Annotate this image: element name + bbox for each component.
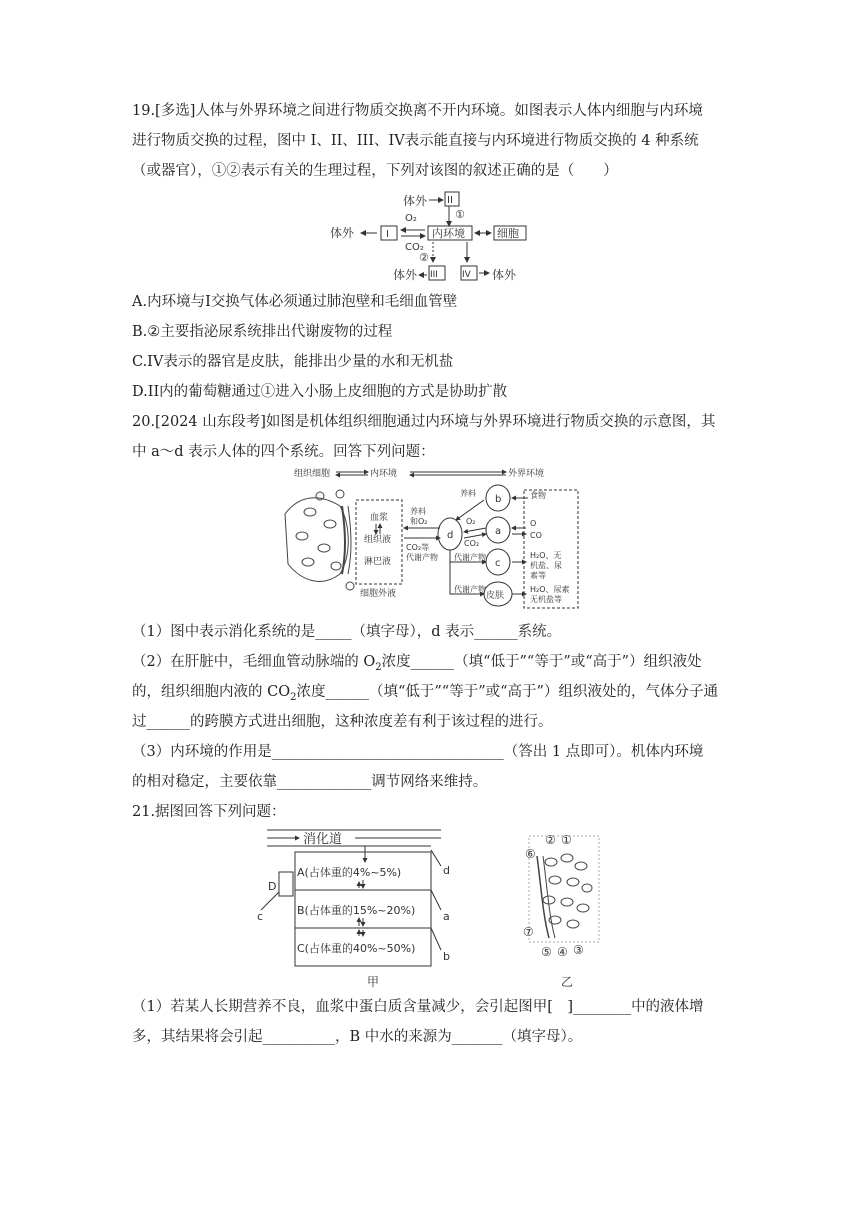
q21-comp-A: A(占体重的4%~5%) (297, 866, 402, 879)
q19-line-2: 进行物质交换的过程，图中 I、II、III、IV表示能直接与内环境进行物质交换的 4 种系统 (132, 133, 699, 149)
q20-co2: CO₂ (464, 539, 480, 548)
answer-blank[interactable]: ______ (146, 714, 190, 730)
q20-node-c-label: c (495, 558, 501, 569)
q21-fig-jia (255, 826, 475, 990)
answer-bracket-blank[interactable] (553, 999, 568, 1015)
q19-ext-top: 体外 (403, 194, 428, 208)
q20-lymph: 淋巴液 (364, 557, 392, 567)
q20-r-co2: CO (530, 531, 542, 540)
answer-blank[interactable]: __________ (262, 1029, 335, 1045)
q20-r-s1: H₂O、尿素 (530, 585, 570, 594)
q20-nutrients-2: 和O₂ (410, 517, 428, 526)
q20-sub3-line2: 的相对稳定，主要依靠_____________调节网络来维持。 (132, 774, 488, 790)
q20-sub2-line3: 过______的跨膜方式进出细胞，这种浓度差有利于该过程的进行。 (132, 714, 553, 730)
q19-line-1: 19.[多选]人体与外界环境之间进行物质交换离不开内环境。如图表示人体内细胞与内环境 (132, 103, 703, 119)
q19-o2: O₂ (405, 213, 417, 224)
q20-sub2-line2: 的，组织细胞内液的 $CO_2$浓度______（填“低于”“等于”或“高于”）组织液处的，气体分子通 (132, 684, 718, 703)
answer-blank[interactable]: ______ (474, 624, 518, 640)
q20-sub1: （1）图中表示消化系统的是_____（填字母），d 表示______系统。 (132, 624, 562, 640)
q21-yi-num3: ③ (573, 943, 584, 957)
q21-D-box (279, 872, 293, 896)
q20-co2-waste-1: CO₂等 (406, 543, 430, 552)
q20-sub3-line1: （3）内环境的作用是________________________________（答出 1 点即可）。机体内环境 (132, 744, 704, 760)
q21-yi-num4: ④ (557, 945, 568, 959)
q21-caption-yi: 乙 (561, 975, 574, 989)
answer-blank[interactable]: ________ (573, 999, 632, 1015)
q20-node-skin-label: 皮肤 (486, 591, 505, 601)
q20-node-b-label: b (495, 494, 502, 505)
q19-num1: ① (455, 208, 465, 221)
q20-sub2-line1: （2）在肝脏中，毛细血管动脉端的 $O_2$浓度______（填“低于”“等于”或“高于”）组织液处 (132, 654, 702, 673)
q21-label-a: a (443, 910, 450, 923)
q20-line-1: 20.[2024 山东段考]如图是机体组织细胞通过内环境与外界环境进行物质交换的示意图，其 (132, 414, 716, 430)
q19-option-d: D.II内的葡萄糖通过①进入小肠上皮细胞的方式是协助扩散 (132, 384, 508, 400)
q21-yi-num1: ① (561, 833, 572, 847)
q21-title: 21.据图回答下列问题： (132, 804, 286, 820)
q19-ext-bottom-left: 体外 (393, 268, 418, 282)
q20-r-c1: H₂O、无 (530, 551, 562, 560)
q20-plasma: 血浆 (370, 513, 389, 523)
q20-tissue-fluid: 组织液 (364, 535, 392, 545)
q20-ecf: 细胞外液 (360, 589, 397, 599)
q21-comp-B: B(占体重的15%~20%) (297, 904, 416, 917)
q20-food: 食物 (530, 491, 546, 500)
q21-yi-num6: ⑥ (525, 847, 536, 861)
answer-blank[interactable]: _______ (451, 1029, 503, 1045)
q20-o2: O₂ (466, 517, 476, 526)
q21-sub1-line2: 多，其结果将会引起__________，B 中水的来源为_______（填字母）。 (132, 1029, 583, 1045)
q19-box-I (381, 226, 397, 240)
q19-box-IV-label: IV (462, 270, 471, 280)
q19-cell-label: 细胞 (497, 227, 519, 240)
q21-label-D: D (268, 880, 277, 893)
q19-line-3: （或器官），①②表示有关的生理过程，下列对该图的叙述正确的是（ ） (132, 163, 618, 179)
q21-yi-cells (537, 854, 592, 938)
q20-outer-label: 外界环境 (508, 469, 545, 479)
q21-yi-num2: ② (545, 833, 556, 847)
q21-fig-yi (515, 826, 615, 990)
q19-co2: CO₂ (405, 242, 424, 253)
q20-nutrient: 养料 (460, 489, 476, 498)
q21-yi-frame (529, 836, 599, 942)
q20-line-2: 中 a～d 表示人体的四个系统。回答下列问题： (132, 444, 435, 460)
q19-num2: ② (419, 251, 429, 264)
q21-caption-jia: 甲 (367, 975, 380, 989)
q19-option-b: B.②主要指泌尿系统排出代谢废物的过程 (132, 324, 393, 340)
q19-option-c: C.IV表示的器官是皮肤，能排出少量的水和无机盐 (132, 354, 454, 370)
q20-co2-waste-2: 代谢产物 (406, 553, 438, 562)
q19-ext-bottom-right: 体外 (492, 268, 517, 282)
q20-metab-2: 代谢产物 (454, 585, 486, 594)
q20-r-s2: 无机盐等 (530, 595, 562, 604)
q19-ext-left: 体外 (330, 226, 355, 240)
q20-tissue-drawing (285, 490, 354, 590)
q21-yi-num5: ⑤ (541, 945, 552, 959)
q21-label-d: d (443, 864, 450, 877)
q21-label-c: c (257, 910, 264, 923)
q20-r-c2: 机盐、尿 (530, 561, 562, 570)
q19-box-III-label: III (430, 270, 438, 280)
q20-inner-label: 内环境 (370, 469, 398, 479)
q20-metab-1: 代谢产物 (454, 553, 486, 562)
q20-node-a-label: a (495, 526, 502, 537)
q21-sub1-line1: （1）若某人长期营养不良，血浆中蛋白质含量减少，会引起图甲[ ]________中的液体增 (132, 999, 704, 1015)
q21-comp-C: C(占体重的40%~50%) (297, 942, 416, 955)
q20-node-d-label: d (447, 530, 454, 541)
q19-diagram (325, 188, 545, 288)
answer-blank[interactable]: _____________ (277, 774, 372, 790)
q21-label-b: b (443, 950, 450, 963)
q21-digestive: 消化道 (303, 832, 343, 847)
q19-option-a: A.内环境与I交换气体必须通过肺泡壁和毛细血管壁 (132, 294, 458, 310)
q20-r-o2: O (530, 519, 537, 528)
q19-box-I-label: I (386, 229, 389, 240)
q19-center-label: 内环境 (432, 227, 465, 240)
q20-diagram (280, 464, 600, 612)
q20-r-c3: 素等 (530, 571, 546, 580)
answer-blank[interactable]: ________________________________ (271, 744, 504, 760)
answer-blank[interactable]: ______ (410, 654, 455, 670)
q19-box-II-label: II (447, 195, 453, 206)
answer-blank[interactable]: _____ (315, 624, 352, 640)
q20-nutrients-1: 养料 (410, 507, 426, 516)
q20-tissue-label: 组织细胞 (294, 469, 331, 479)
answer-blank[interactable]: ______ (325, 684, 369, 700)
q21-yi-num7: ⑦ (523, 925, 534, 939)
